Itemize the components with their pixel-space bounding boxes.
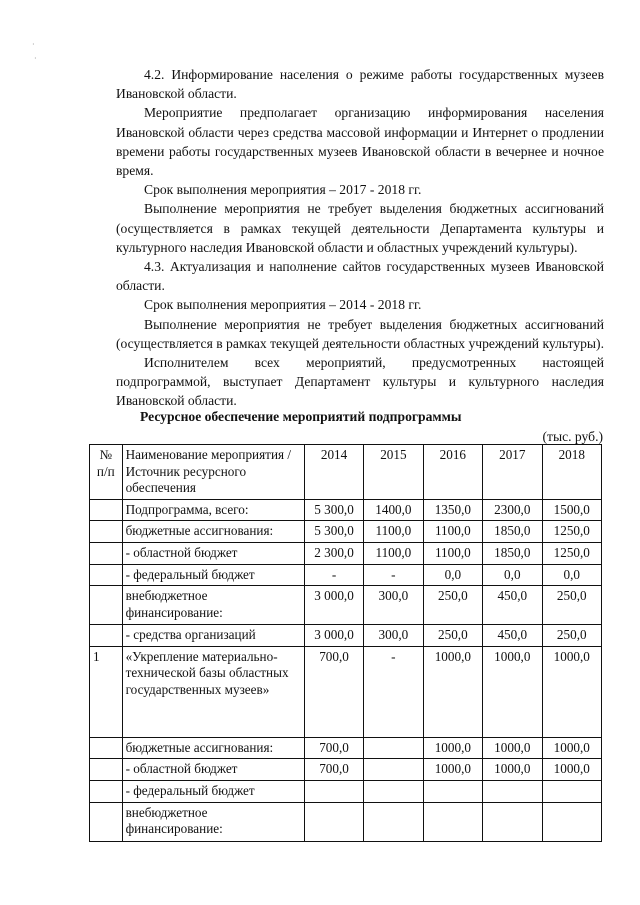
- row-value: [542, 780, 601, 802]
- row-value: -: [304, 564, 363, 586]
- table-header-row: [90, 445, 602, 500]
- row-value: 0,0: [483, 564, 542, 586]
- row-num: [90, 759, 123, 781]
- row-name: - областной бюджет: [122, 542, 304, 564]
- paragraph: Выполнение мероприятия не требует выделения бюджетных ассигнований (осуществляется в рамках текущей деятельности Департамента культуры и культурного наследия Ивановской области и областных учреждений культуры).: [116, 201, 604, 255]
- table-row: [90, 564, 602, 586]
- row-value: 250,0: [542, 586, 601, 625]
- row-value: 1250,0: [542, 542, 601, 564]
- row-value: [542, 802, 601, 841]
- body-text: [116, 65, 604, 411]
- table-row: [90, 759, 602, 781]
- row-value: 5 300,0: [304, 521, 363, 543]
- row-value: 250,0: [542, 625, 601, 647]
- row-value: 700,0: [304, 737, 363, 759]
- paragraph: Срок выполнения мероприятия – 2017 - 2018 гг.: [144, 182, 422, 198]
- table-row: [90, 499, 602, 521]
- paragraph: 4.3. Актуализация и наполнение сайтов государственных музеев Ивановской области.: [116, 259, 604, 294]
- header-year: 2015: [364, 445, 423, 500]
- row-value: 250,0: [423, 586, 482, 625]
- row-value: [304, 780, 363, 802]
- row-value: 1350,0: [423, 499, 482, 521]
- header-year: 2016: [423, 445, 482, 500]
- table-row: [90, 542, 602, 564]
- row-name: внебюджетное финансирование:: [122, 802, 304, 841]
- row-value: 1000,0: [542, 646, 601, 737]
- row-name: «Укрепление материально-технической базы областных государственных музеев»: [122, 646, 304, 737]
- row-name: - областной бюджет: [122, 759, 304, 781]
- table-heading: Ресурсное обеспечение мероприятий подпрограммы: [140, 409, 462, 424]
- row-value: 300,0: [364, 625, 423, 647]
- row-num: [90, 625, 123, 647]
- row-value: 1100,0: [423, 542, 482, 564]
- row-num: [90, 564, 123, 586]
- header-num: № п/п: [90, 445, 123, 500]
- row-num: [90, 499, 123, 521]
- row-value: 250,0: [423, 625, 482, 647]
- row-name: бюджетные ассигнования:: [122, 737, 304, 759]
- row-value: 1000,0: [483, 759, 542, 781]
- paragraph: Выполнение мероприятия не требует выделения бюджетных ассигнований (осуществляется в рамках текущей деятельности областных учреждений культуры).: [116, 316, 604, 351]
- table-row: [90, 521, 602, 543]
- row-value: [483, 802, 542, 841]
- row-value: 1100,0: [423, 521, 482, 543]
- row-value: 2300,0: [483, 499, 542, 521]
- row-value: 3 000,0: [304, 625, 363, 647]
- row-value: 2 300,0: [304, 542, 363, 564]
- paragraph: 4.2. Информирование населения о режиме работы государственных музеев Ивановской области.: [116, 67, 604, 102]
- row-value: 450,0: [483, 625, 542, 647]
- row-name: - средства организаций: [122, 625, 304, 647]
- row-num: [90, 780, 123, 802]
- row-num: 1: [90, 646, 123, 737]
- row-value: 0,0: [542, 564, 601, 586]
- row-value: 1100,0: [364, 542, 423, 564]
- paragraph: Срок выполнения мероприятия – 2014 - 2018 гг.: [144, 297, 422, 313]
- paragraph: Исполнителем всех мероприятий, предусмотренных настоящей подпрограммой, выступает Департамент культуры и культурного наследия Ивановской области.: [116, 355, 604, 409]
- row-value: 5 300,0: [304, 499, 363, 521]
- row-num: [90, 586, 123, 625]
- row-value: 1850,0: [483, 542, 542, 564]
- table-row: [90, 646, 602, 737]
- row-value: [423, 780, 482, 802]
- row-value: 1000,0: [423, 646, 482, 737]
- unit-label: (тыс. руб.): [542, 429, 603, 444]
- row-name: - федеральный бюджет: [122, 780, 304, 802]
- paragraph: Мероприятие предполагает организацию информирования населения Ивановской области через средства массовой информации и Интернет о продлении времени работы государственных музеев Ивановской области в вечернее и ночное время.: [116, 105, 604, 179]
- row-value: 0,0: [423, 564, 482, 586]
- row-value: 1850,0: [483, 521, 542, 543]
- row-value: 1000,0: [483, 737, 542, 759]
- row-value: [304, 802, 363, 841]
- row-value: 3 000,0: [304, 586, 363, 625]
- row-value: [423, 802, 482, 841]
- row-value: 1250,0: [542, 521, 601, 543]
- header-year: 2014: [304, 445, 363, 500]
- row-value: 1000,0: [423, 737, 482, 759]
- header-name: Наименование мероприятия / Источник ресурсного обеспечения: [122, 445, 304, 500]
- row-num: [90, 802, 123, 841]
- row-value: [364, 737, 423, 759]
- row-value: 1000,0: [423, 759, 482, 781]
- table-row: [90, 625, 602, 647]
- table-row: [90, 780, 602, 802]
- row-value: -: [364, 564, 423, 586]
- row-value: [483, 780, 542, 802]
- row-num: [90, 521, 123, 543]
- row-name: бюджетные ассигнования:: [122, 521, 304, 543]
- table-row: [90, 586, 602, 625]
- row-num: [90, 737, 123, 759]
- table-row: [90, 737, 602, 759]
- row-value: [364, 802, 423, 841]
- row-num: [90, 542, 123, 564]
- row-name: внебюджетное финансирование:: [122, 586, 304, 625]
- row-value: 700,0: [304, 759, 363, 781]
- row-value: 1000,0: [542, 759, 601, 781]
- row-value: [364, 780, 423, 802]
- row-value: 1500,0: [542, 499, 601, 521]
- row-value: 700,0: [304, 646, 363, 737]
- row-value: 300,0: [364, 586, 423, 625]
- header-year: 2018: [542, 445, 601, 500]
- resource-table: [89, 444, 602, 842]
- row-value: [364, 759, 423, 781]
- row-value: 1000,0: [483, 646, 542, 737]
- scan-speck: ·: [32, 40, 35, 49]
- row-name: - федеральный бюджет: [122, 564, 304, 586]
- row-name: Подпрограмма, всего:: [122, 499, 304, 521]
- header-year: 2017: [483, 445, 542, 500]
- table-row: [90, 802, 602, 841]
- row-value: 1100,0: [364, 521, 423, 543]
- row-value: 1400,0: [364, 499, 423, 521]
- row-value: -: [364, 646, 423, 737]
- scan-speck: ·: [34, 54, 37, 63]
- row-value: 1000,0: [542, 737, 601, 759]
- row-value: 450,0: [483, 586, 542, 625]
